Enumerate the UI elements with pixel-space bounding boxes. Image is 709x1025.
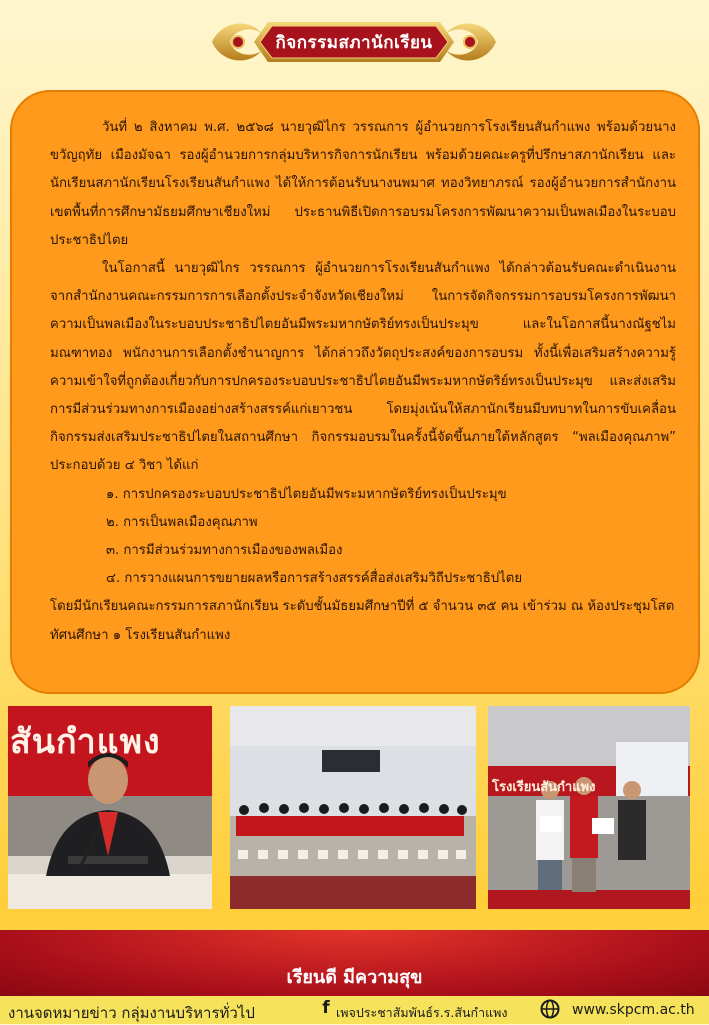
closing-paragraph: โดยมีนักเรียนคณะกรรมการสภานักเรียน ระดับชั้นมัธยมศึกษาปีที่ ๕ จำนวน ๓๕ คน เข้าร่วม ณ ห้องประชุมโสตทัศนศึกษา ๑ โรงเรียนสันกำแพง (50, 599, 675, 643)
course-item-4: ๔. การวางแผนการขยายผลหรือการสร้างสรรค์สื่อส่งเสริมวิถีประชาธิปไตย (106, 571, 523, 587)
school-sign-text: สันกำแพง (10, 722, 161, 762)
course-item-1: ๑. การปกครองระบอบประชาธิปไตยอันมีพระมหากษัตริย์ทรงเป็นประมุข (106, 486, 507, 502)
course-item-3: ๓. การมีส่วนร่วมทางการเมืองของพลเมือง (106, 543, 343, 559)
school-sign-text-2: โรงเรียนสันกำแพง (492, 780, 596, 795)
footer-bar (0, 996, 709, 1024)
facebook-icon: f (322, 998, 330, 1018)
paragraph-1: วันที่ ๒ สิงหาคม พ.ศ. ๒๕๖๘ นายวุฒิไกร วรรณการ ผู้อำนวยการโรงเรียนสันกำแพง พร้อมด้วยนางขวัญฤทัย เมืองมัจฉา รองผู้อำนวยการกลุ่มบริหารกิจการนักเรียน พร้อมด้วยคณะครูที่ปรึกษาสภานักเรียน และนักเรียนสภานักเรียนโรงเรียนสันกำแพง ได้ให้การต้อนรับนางนพมาศ ทองวิทยาภรณ์ รองผู้อำนวยการสำนักงานเขตพื้นที่การศึกษามัธยมศึกษาเชียงใหม่ ประธานพิธีเปิดการอบรมโครงการพัฒนาความเป็นพลเมืองในระบอบประชาธิปไตย (50, 120, 676, 248)
paragraph-2: ในโอกาสนี้ นายวุฒิไกร วรรณการ ผู้อำนวยการโรงเรียนสันกำแพง ได้กล่าวต้อนรับคณะดำเนินงานจากสำนักงานคณะกรรมการการเลือกตั้งประจำจังหวัดเชียงใหม่ ในการจัดกิจกรรมการอบรมโครงการพัฒนาความเป็นพลเมืองในระบอบประชาธิปไตยอันมีพระมหากษัตริย์ทรงเป็นประมุข และในโอกาสนี้นางณัฐชไม มณฑาทอง พนักงานการเลือกตั้งชำนาญการ ได้กล่าวถึงวัตถุประสงค์ของการอบรม ทั้งนี้เพื่อเสริมสร้างความรู้ ความเข้าใจที่ถูกต้องเกี่ยวกับการปกครองระบอบประชาธิปไตยอันมีพระมหากษัตริย์ทรงเป็นประมุข และส่งเสริมการมีส่วนร่วมทางการเมืองอย่างสร้างสรรค์แก่เยาวชน โดยมุ่งเน้นให้สภานักเรียนมีบทบาทในการขับเคลื่อนกิจกรรมส่งเสริมประชาธิปไตยในสถานศึกษา กิจกรรมอบรมในครั้งนี้จัดขึ้นภายใต้หลักสูตร “พลเมืองคุณภาพ” ประกอบด้วย ๔ วิชา ได้แก่ (50, 261, 676, 474)
title-banner (210, 12, 498, 72)
school-motto: เรียนดี มีความสุข (286, 967, 423, 988)
globe-icon (540, 999, 560, 1023)
photo-group (230, 706, 476, 909)
website-link[interactable]: www.skpcm.ac.th (572, 1002, 695, 1018)
page-title: กิจกรรมสภานักเรียน (275, 32, 433, 53)
article-panel (10, 90, 700, 694)
photo-director-speaking (8, 706, 212, 909)
facebook-page-link[interactable]: เพจประชาสัมพันธ์ร.ร.สันกำแพง (336, 1005, 508, 1020)
newsletter-label: งานจดหมายข่าว กลุ่มงานบริหารทั่วไป (8, 1004, 255, 1022)
course-item-2: ๒. การเป็นพลเมืองคุณภาพ (106, 514, 258, 530)
photo-certificate (488, 706, 690, 909)
